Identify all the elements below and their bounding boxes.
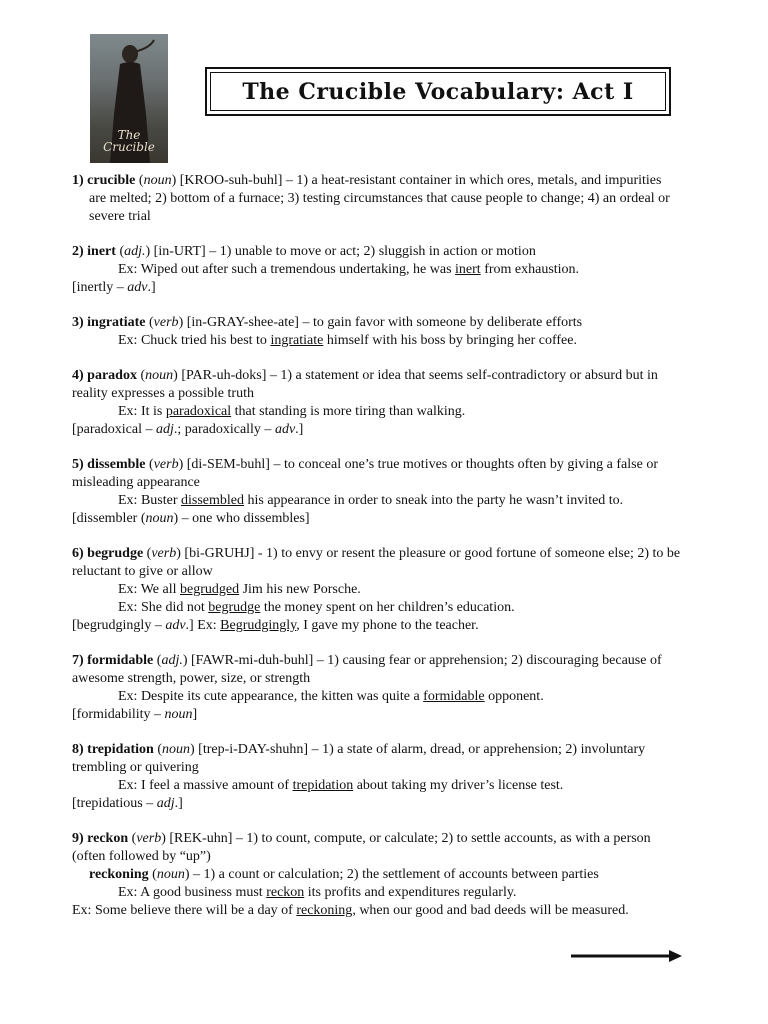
- vocab-word: reckon: [87, 831, 129, 846]
- vocab-word: inert: [87, 244, 116, 259]
- vocab-entry-formidable: 7) formidable (adj.) [FAWR-mi-duh-buhl] – 1) causing fear or apprehension; 2) discouraging because of awesome strength, power, size, or strength Ex: Despite its cute appearance, the kitten was quite a formidable opponent. [formidability – noun]: [72, 652, 682, 724]
- page-title: The Crucible Vocabulary: Act I: [242, 78, 634, 105]
- vocab-entry-crucible: 1) crucible (noun) [KROO-suh-buhl] – 1) a heat-resistant container in which ores, metals, and impurities are melted; 2) bottom of a furnace; 3) testing circumstances that cause people to change; 4) an ordeal or severe trial: [72, 173, 670, 224]
- derivative: [inertly – adv.]: [72, 280, 156, 295]
- definition: [di-SEM-buhl] – to conceal one’s true motives or thoughts often by giving a false or misleading appearance: [72, 457, 658, 490]
- definition: [in-URT] – 1) unable to move or act; 2) sluggish in action or motion: [153, 244, 536, 259]
- definition: [in-GRAY-shee-ate] – to gain favor with someone by deliberate efforts: [186, 315, 583, 330]
- cover-title: The Crucible: [103, 128, 155, 154]
- derivative: [formidability – noun]: [72, 707, 198, 722]
- vocab-entry-trepidation: 8) trepidation (noun) [trep-i-DAY-shuhn] – 1) a state of alarm, dread, or apprehension; 2) involuntary trembling or quivering Ex: I feel a massive amount of trepidation about taking my driver’s license test. [trepidatious – adj.]: [72, 741, 682, 813]
- vocab-word: formidable: [87, 653, 154, 668]
- sub-entry-reckoning: reckoning (noun) – 1) a count or calculation; 2) the settlement of accounts between parties: [89, 867, 599, 882]
- vocab-entry-inert: 2) inert (adj.) [in-URT] – 1) unable to move or act; 2) sluggish in action or motion Ex: Wiped out after such a tremendous undertaking, he was inert from exhaustion. [inertly – adv.]: [72, 243, 682, 297]
- example-sentence: Ex: A good business must reckon its profits and expenditures regularly.: [118, 885, 517, 900]
- definition: [bi-GRUHJ] - 1) to envy or resent the pleasure or good fortune of someone else; 2) to be reluctant to give or allow: [72, 546, 681, 579]
- vocab-word: begrudge: [87, 546, 144, 561]
- vocab-word: trepidation: [87, 742, 154, 757]
- derivative: [dissembler (noun) – one who dissembles]: [72, 511, 310, 526]
- vocab-word: crucible: [87, 173, 136, 188]
- example-sentence: Ex: Wiped out after such a tremendous undertaking, he was inert from exhaustion.: [118, 262, 580, 277]
- example-sentence: Ex: Chuck tried his best to ingratiate himself with his boss by bringing her coffee.: [118, 333, 577, 348]
- example-sentence: Ex: Some believe there will be a day of reckoning, when our good and bad deeds will be measured.: [72, 903, 629, 918]
- definition: [PAR-uh-doks] – 1) a statement or idea that seems self-contradictory or absurd but in reality expresses a possible truth: [72, 368, 658, 401]
- definition: [KROO-suh-buhl] – 1) a heat-resistant container in which ores, metals, and impurities are melted; 2) bottom of a furnace; 3) testing circumstances that cause people to change; 4) an ordeal or severe trial: [89, 173, 670, 224]
- vocab-entry-dissemble: 5) dissemble (verb) [di-SEM-buhl] – to conceal one’s true motives or thoughts often by giving a false or misleading appearance Ex: Buster dissembled his appearance in order to sneak into the party he wasn’t invited to. [dissembler (noun) – one who dissembles]: [72, 456, 682, 528]
- derivative: [begrudgingly – adv.] Ex: Begrudgingly, I gave my phone to the teacher.: [72, 618, 479, 633]
- vocab-word: ingratiate: [87, 315, 146, 330]
- example-sentence: Ex: We all begrudged Jim his new Porsche.: [118, 582, 361, 597]
- definition: [REK-uhn] – 1) to count, compute, or calculate; 2) to settle accounts, as with a person (often followed by “up”): [72, 831, 651, 864]
- vocabulary-list: [72, 172, 682, 937]
- derivative: [paradoxical – adj.; paradoxically – adv.]: [72, 422, 304, 437]
- example-sentence: Ex: I feel a massive amount of trepidation about taking my driver’s license test.: [118, 778, 564, 793]
- vocab-word: paradox: [87, 368, 137, 383]
- definition: [FAWR-mi-duh-buhl] – 1) causing fear or apprehension; 2) discouraging because of awesome strength, power, size, or strength: [72, 653, 662, 686]
- derivative: [trepidatious – adj.]: [72, 796, 183, 811]
- book-cover-image: [90, 34, 168, 163]
- definition: [trep-i-DAY-shuhn] – 1) a state of alarm, dread, or apprehension; 2) involuntary trembling or quivering: [72, 742, 646, 775]
- example-sentence: Ex: Buster dissembled his appearance in order to sneak into the party he wasn’t invited to.: [118, 493, 624, 508]
- example-sentence: Ex: She did not begrudge the money spent on her children’s education.: [118, 600, 515, 615]
- vocab-entry-ingratiate: 3) ingratiate (verb) [in-GRAY-shee-ate] – to gain favor with someone by deliberate efforts Ex: Chuck tried his best to ingratiate himself with his boss by bringing her coffee.: [72, 314, 682, 350]
- vocab-word: dissemble: [87, 457, 146, 472]
- example-sentence: Ex: It is paradoxical that standing is more tiring than walking.: [118, 404, 466, 419]
- vocab-entry-paradox: 4) paradox (noun) [PAR-uh-doks] – 1) a statement or idea that seems self-contradictory or absurd but in reality expresses a possible truth Ex: It is paradoxical that standing is more tiring than walking. [paradoxical – adj.; paradoxically – adv.]: [72, 367, 682, 439]
- title-box: [205, 67, 671, 116]
- example-sentence: Ex: Despite its cute appearance, the kitten was quite a formidable opponent.: [118, 689, 544, 704]
- next-page-arrow-icon: [571, 948, 683, 964]
- vocab-entry-begrudge: 6) begrudge (verb) [bi-GRUHJ] - 1) to envy or resent the pleasure or good fortune of someone else; 2) to be reluctant to give or allow Ex: We all begrudged Jim his new Porsche. Ex: She did not begrudge the money spent on her children’s education. [begrudgingly – adv.] Ex: Begrudgingly, I gave my phone to the teacher.: [72, 546, 681, 633]
- vocab-entry-reckon: 9) reckon (verb) [REK-uhn] – 1) to count, compute, or calculate; 2) to settle accounts, as with a person (often followed by “up”) reckoning (noun) – 1) a count or calculation; 2) the settlement of accounts between parties Ex: A good business must reckon its profits and expenditures regularly. Ex: Some believe there will be a day of reckoning, when our good and bad deeds will be measured.: [72, 830, 682, 920]
